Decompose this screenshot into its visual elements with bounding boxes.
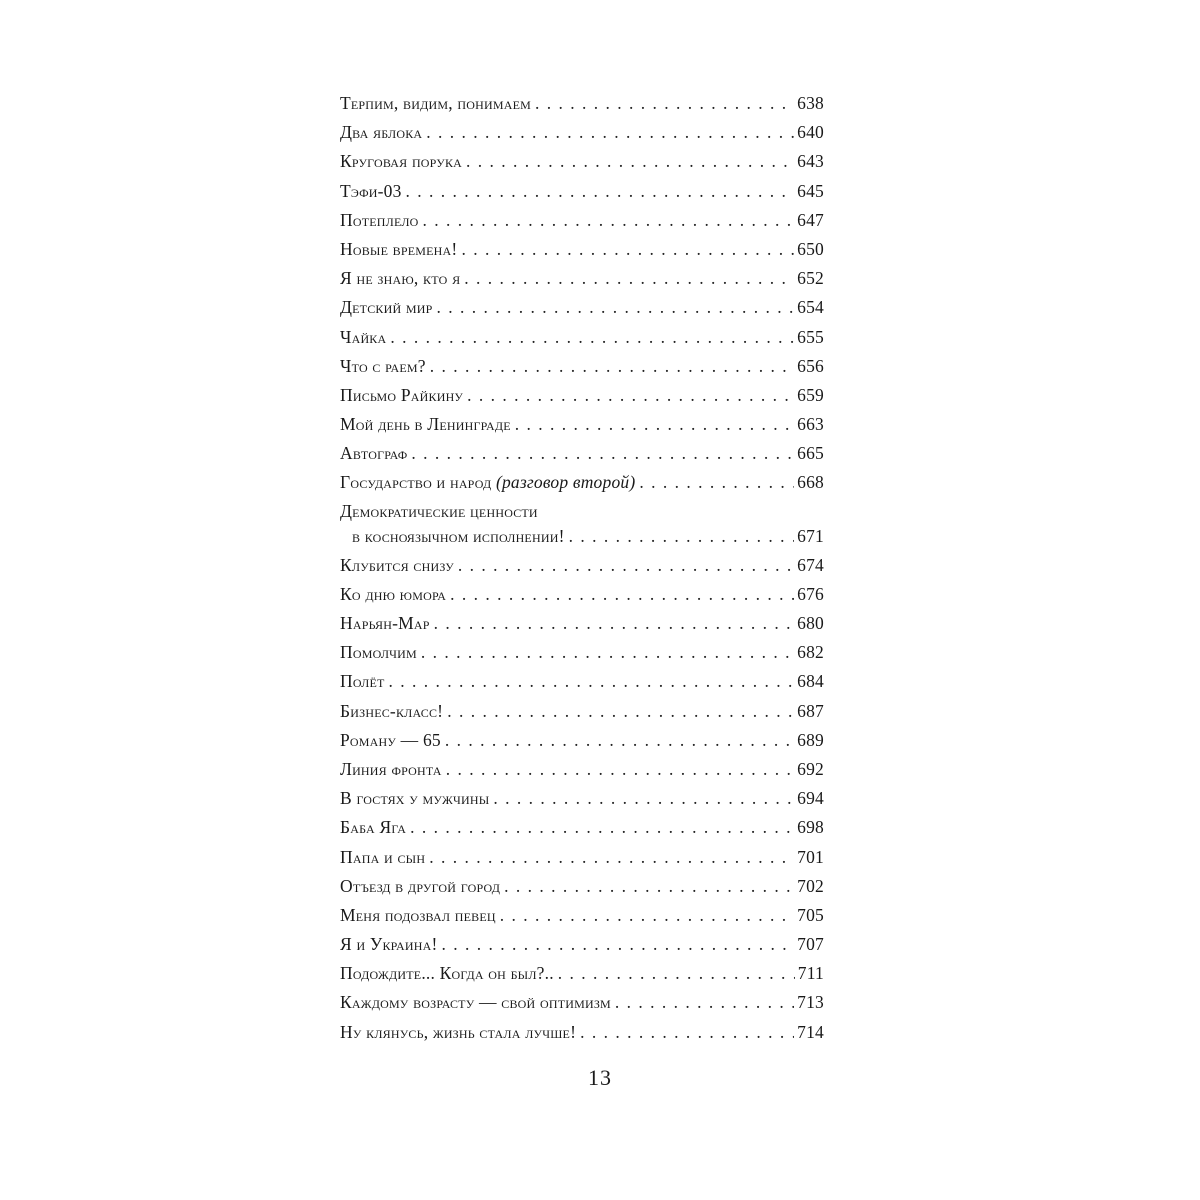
toc-entry-title: Помолчим (340, 638, 421, 667)
toc-entry (340, 89, 824, 118)
toc-entry (340, 439, 824, 468)
toc-entry (340, 988, 824, 1017)
toc-entry (340, 580, 824, 609)
toc-entry-page: 640 (794, 118, 824, 147)
toc-entry-page: 663 (794, 410, 824, 439)
toc-entry-page: 698 (794, 813, 824, 842)
toc-entry (340, 813, 824, 842)
toc-entry-subtitle: (разговор второй) (495, 472, 636, 493)
toc-entry-page: 647 (794, 206, 824, 235)
toc-entry-title: Новые времена! (340, 235, 461, 264)
toc-entry-title: Потеплело (340, 206, 423, 235)
toc-entry-page: 702 (794, 872, 824, 901)
toc-entry-page: 638 (794, 89, 824, 118)
dot-leader (500, 901, 794, 930)
toc-entry-title: Нарьян-Мар (340, 609, 434, 638)
dot-leader (411, 439, 794, 468)
dot-leader (450, 580, 794, 609)
toc-entry-title: Тэфи-03 (340, 177, 406, 206)
toc-entry-title: Демократические ценности (340, 500, 538, 521)
toc-entry-title: Папа и сын (340, 843, 429, 872)
toc-entry-title: Круговая порука (340, 147, 466, 176)
toc-entry-page: 674 (794, 551, 824, 580)
dot-leader (446, 755, 794, 784)
toc-entry-page: 652 (794, 264, 824, 293)
toc-entry-title: Я и Украина! (340, 930, 442, 959)
toc-entry (340, 667, 824, 696)
dot-leader (423, 206, 795, 235)
dot-leader (493, 784, 794, 813)
dot-leader (458, 551, 794, 580)
dot-leader (461, 235, 794, 264)
toc-entry (340, 638, 824, 667)
toc-entry-title: Баба Яга (340, 813, 410, 842)
toc-entry-page: 676 (794, 580, 824, 609)
toc-entry-page: 645 (794, 177, 824, 206)
toc-entry-title: Каждому возрасту — свой оптимизм (340, 988, 615, 1017)
dot-leader (464, 264, 794, 293)
dot-leader (466, 147, 794, 176)
toc-entry-title: Государство и народ (разговор второй) (340, 468, 639, 497)
toc-entry-title-continuation: в косноязычном исполнении! (352, 522, 569, 551)
toc-entry-title: Два яблока (340, 118, 426, 147)
toc-entry (340, 118, 824, 147)
toc-entry-page: 659 (794, 381, 824, 410)
toc-entry (340, 843, 824, 872)
toc-entry-title: Чайка (340, 323, 390, 352)
dot-leader (390, 323, 794, 352)
table-of-contents (340, 89, 824, 1047)
toc-entry (340, 177, 824, 206)
toc-entry-page: 680 (794, 609, 824, 638)
dot-leader (467, 381, 794, 410)
toc-entry-title: Полёт (340, 667, 389, 696)
toc-entry (340, 697, 824, 726)
toc-entry (340, 410, 824, 439)
toc-entry-page: 650 (794, 235, 824, 264)
toc-entry-page: 689 (794, 726, 824, 755)
toc-entry (340, 264, 824, 293)
page-number: 13 (588, 1065, 612, 1090)
toc-entry (340, 352, 824, 381)
dot-leader (389, 667, 795, 696)
toc-entry-page: 701 (794, 843, 824, 872)
dot-leader (535, 89, 794, 118)
toc-entry (340, 930, 824, 959)
toc-entry (340, 726, 824, 755)
toc-entry (340, 901, 824, 930)
toc-entry-title: Меня подозвал певец (340, 901, 500, 930)
toc-entry-page: 643 (794, 147, 824, 176)
toc-entry-page: 687 (794, 697, 824, 726)
toc-entry-title: Я не знаю, кто я (340, 264, 464, 293)
toc-entry-title: Ну клянусь, жизнь стала лучше! (340, 1018, 580, 1047)
dot-leader (615, 988, 794, 1017)
toc-entry-title: Бизнес-класс! (340, 697, 447, 726)
toc-entry (340, 609, 824, 638)
dot-leader (504, 872, 794, 901)
dot-leader (437, 293, 795, 322)
toc-entry-title: Мой день в Ленинграде (340, 410, 515, 439)
toc-entry-page: 668 (794, 468, 824, 497)
toc-entry-page: 713 (794, 988, 824, 1017)
toc-entry-page: 655 (794, 323, 824, 352)
toc-entry-title: Линия фронта (340, 755, 446, 784)
dot-leader (639, 468, 794, 497)
toc-entry-title: Отъезд в другой город (340, 872, 504, 901)
toc-entry (340, 468, 824, 497)
dot-leader (442, 930, 795, 959)
dot-leader (580, 1018, 794, 1047)
dot-leader (569, 522, 795, 551)
dot-leader (426, 118, 794, 147)
toc-entry-page: 692 (794, 755, 824, 784)
toc-entry-page: 684 (794, 667, 824, 696)
toc-entry (340, 206, 824, 235)
dot-leader (421, 638, 794, 667)
toc-entry-title: Терпим, видим, понимаем (340, 89, 535, 118)
toc-entry (340, 323, 824, 352)
toc-entry (340, 755, 824, 784)
toc-entry (340, 959, 824, 988)
dot-leader (515, 410, 794, 439)
toc-entry (340, 872, 824, 901)
dot-leader (447, 697, 794, 726)
dot-leader (558, 959, 795, 988)
toc-entry (340, 551, 824, 580)
toc-entry (340, 147, 824, 176)
toc-entry-page: 694 (794, 784, 824, 813)
toc-entry (340, 293, 824, 322)
toc-entry-title: Письмо Райкину (340, 381, 467, 410)
dot-leader (445, 726, 794, 755)
toc-entry (340, 235, 824, 264)
toc-entry-page: 711 (795, 959, 824, 988)
toc-entry-title: Автограф (340, 439, 411, 468)
toc-entry-title: Что с раем? (340, 352, 430, 381)
toc-entry-title: Подождите... Когда он был?.. (340, 959, 558, 988)
toc-entry-page: 654 (794, 293, 824, 322)
toc-entry-page: 714 (794, 1018, 824, 1047)
dot-leader (430, 352, 794, 381)
toc-entry-page: 707 (794, 930, 824, 959)
dot-leader (434, 609, 795, 638)
toc-entry-page: 656 (794, 352, 824, 381)
toc-entry (340, 381, 824, 410)
toc-entry-title: В гостях у мужчины (340, 784, 493, 813)
toc-entry (340, 784, 824, 813)
toc-entry (340, 498, 824, 551)
toc-entry-page: 671 (794, 522, 824, 551)
toc-entry-page: 682 (794, 638, 824, 667)
dot-leader (429, 843, 794, 872)
toc-entry-title: Роману — 65 (340, 726, 445, 755)
toc-entry-title: Клубится снизу (340, 551, 458, 580)
toc-entry (340, 1018, 824, 1047)
toc-entry-page: 665 (794, 439, 824, 468)
dot-leader (410, 813, 794, 842)
toc-entry-page: 705 (794, 901, 824, 930)
toc-entry-title: Ко дню юмора (340, 580, 450, 609)
dot-leader (406, 177, 795, 206)
toc-entry-title: Детский мир (340, 293, 437, 322)
